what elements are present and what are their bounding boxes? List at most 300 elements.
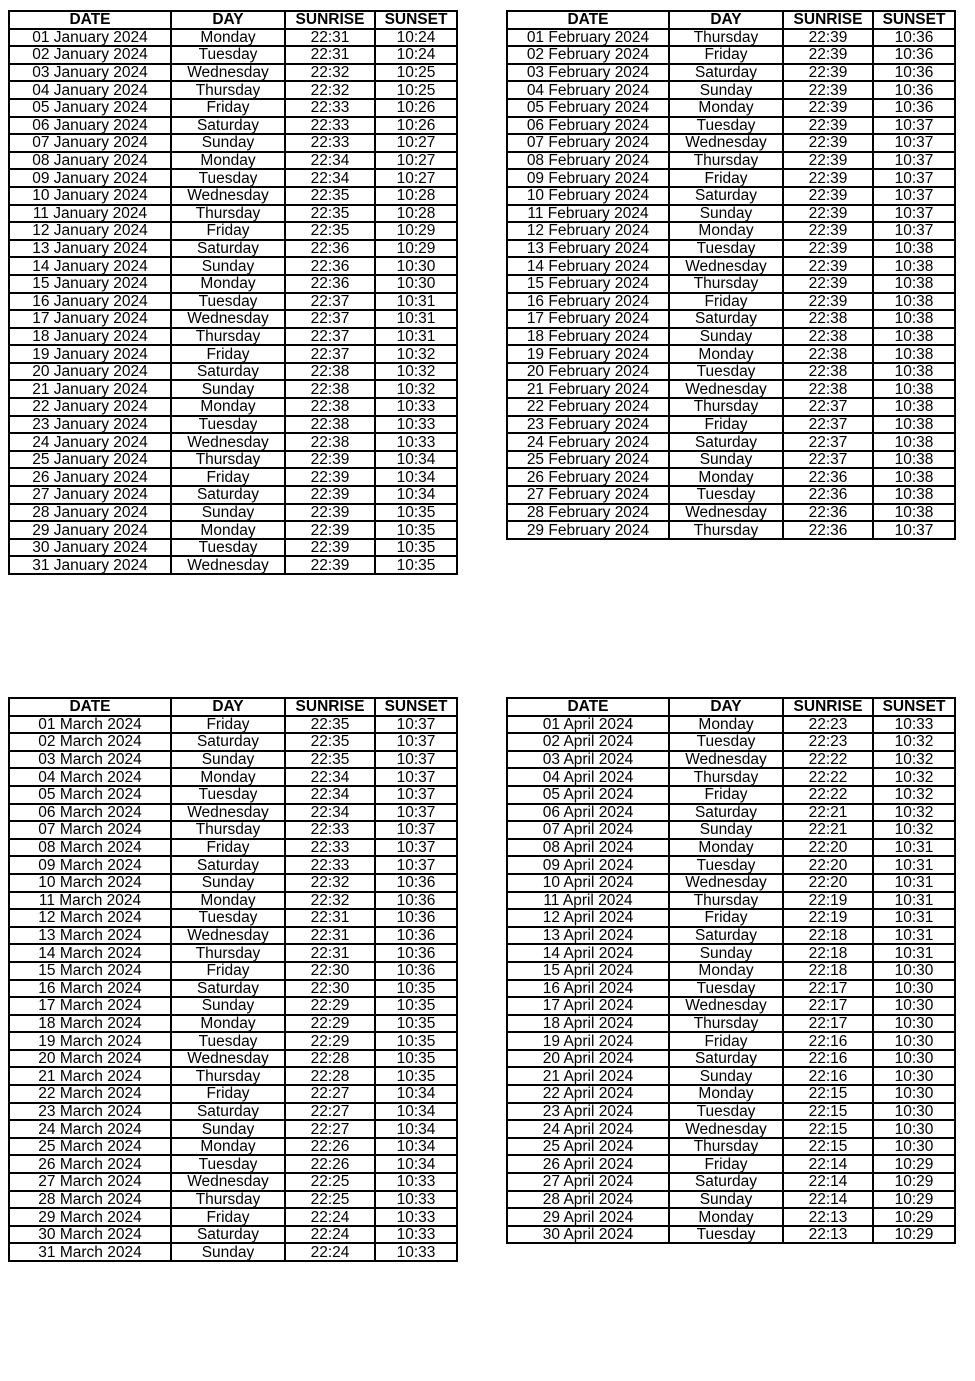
day-cell: Wednesday	[171, 804, 285, 822]
sunrise-cell: 22:17	[783, 997, 873, 1015]
table-row	[9, 81, 457, 99]
table-row	[507, 46, 955, 64]
date-cell: 14 April 2024	[507, 944, 669, 962]
day-cell: Tuesday	[669, 856, 783, 874]
table-row	[507, 416, 955, 434]
date-cell: 18 January 2024	[9, 328, 171, 346]
day-cell: Friday	[669, 1032, 783, 1050]
sunrise-cell: 22:22	[783, 751, 873, 769]
date-cell: 23 March 2024	[9, 1103, 171, 1121]
date-cell: 25 March 2024	[9, 1138, 171, 1156]
sunrise-cell: 22:29	[285, 1032, 375, 1050]
sunset-cell: 10:29	[873, 1155, 955, 1173]
sunset-cell: 10:29	[873, 1208, 955, 1226]
date-cell: 15 April 2024	[507, 962, 669, 980]
sunrise-cell: 22:39	[783, 46, 873, 64]
date-column-header: DATE	[507, 11, 669, 29]
date-cell: 26 January 2024	[9, 468, 171, 486]
table-row	[507, 451, 955, 469]
date-cell: 01 April 2024	[507, 716, 669, 734]
sunrise-cell: 22:37	[285, 310, 375, 328]
date-cell: 24 February 2024	[507, 433, 669, 451]
table-row	[507, 909, 955, 927]
sunset-cell: 10:38	[873, 310, 955, 328]
table-body	[507, 716, 955, 1244]
sunrise-cell: 22:24	[285, 1243, 375, 1261]
sunrise-cell: 22:39	[783, 257, 873, 275]
table-row	[507, 1015, 955, 1033]
sunset-cell: 10:38	[873, 345, 955, 363]
day-cell: Tuesday	[669, 117, 783, 135]
sunrise-cell: 22:31	[285, 909, 375, 927]
sunset-cell: 10:38	[873, 380, 955, 398]
sunset-cell: 10:33	[375, 398, 457, 416]
table-row	[9, 1085, 457, 1103]
table-row	[507, 716, 955, 734]
date-cell: 15 January 2024	[9, 275, 171, 293]
date-cell: 20 April 2024	[507, 1050, 669, 1068]
table-row	[507, 1226, 955, 1244]
date-cell: 29 March 2024	[9, 1208, 171, 1226]
day-cell: Saturday	[171, 117, 285, 135]
table-row	[507, 997, 955, 1015]
sunrise-cell: 22:26	[285, 1138, 375, 1156]
table-header-row	[9, 11, 457, 29]
date-cell: 18 February 2024	[507, 328, 669, 346]
sunrise-cell: 22:36	[285, 257, 375, 275]
date-cell: 28 February 2024	[507, 504, 669, 522]
sunset-cell: 10:38	[873, 257, 955, 275]
table-row	[9, 1243, 457, 1261]
day-cell: Saturday	[669, 1173, 783, 1191]
day-cell: Friday	[669, 786, 783, 804]
date-cell: 01 January 2024	[9, 29, 171, 47]
date-column-header: DATE	[9, 11, 171, 29]
sunrise-cell: 22:39	[783, 169, 873, 187]
table-row	[9, 240, 457, 258]
table-row	[507, 380, 955, 398]
day-cell: Wednesday	[171, 64, 285, 82]
date-cell: 02 April 2024	[507, 733, 669, 751]
sunset-cell: 10:27	[375, 152, 457, 170]
day-cell: Wednesday	[669, 997, 783, 1015]
date-cell: 26 February 2024	[507, 468, 669, 486]
day-cell: Saturday	[171, 733, 285, 751]
table-row	[9, 804, 457, 822]
sunset-cell: 10:36	[873, 64, 955, 82]
sunrise-cell: 22:28	[285, 1050, 375, 1068]
table-row	[9, 751, 457, 769]
table-row	[507, 944, 955, 962]
sunset-cell: 10:36	[375, 909, 457, 927]
date-cell: 16 March 2024	[9, 980, 171, 998]
date-cell: 09 March 2024	[9, 856, 171, 874]
sunrise-cell: 22:16	[783, 1032, 873, 1050]
table-row	[507, 1120, 955, 1138]
date-cell: 06 April 2024	[507, 804, 669, 822]
day-cell: Monday	[171, 892, 285, 910]
day-cell: Monday	[669, 1085, 783, 1103]
day-cell: Tuesday	[171, 786, 285, 804]
sunrise-cell: 22:39	[783, 205, 873, 223]
table-row	[9, 1015, 457, 1033]
table-row	[9, 345, 457, 363]
table-row	[9, 1050, 457, 1068]
date-cell: 02 March 2024	[9, 733, 171, 751]
table-row	[507, 927, 955, 945]
day-cell: Tuesday	[171, 416, 285, 434]
day-cell: Wednesday	[171, 927, 285, 945]
date-cell: 08 March 2024	[9, 839, 171, 857]
sunrise-cell: 22:21	[783, 821, 873, 839]
day-column-header: DAY	[669, 698, 783, 716]
table-row	[507, 169, 955, 187]
sunset-cell: 10:37	[873, 134, 955, 152]
table-row	[507, 804, 955, 822]
day-cell: Saturday	[669, 1050, 783, 1068]
sunset-cell: 10:33	[375, 1173, 457, 1191]
sunrise-cell: 22:38	[285, 398, 375, 416]
day-cell: Tuesday	[171, 293, 285, 311]
table-row	[9, 363, 457, 381]
date-cell: 21 April 2024	[507, 1067, 669, 1085]
sunrise-column-header: SUNRISE	[285, 698, 375, 716]
table-header-row	[9, 698, 457, 716]
day-cell: Monday	[171, 1015, 285, 1033]
day-cell: Sunday	[171, 134, 285, 152]
day-cell: Wednesday	[171, 187, 285, 205]
sunrise-cell: 22:39	[783, 240, 873, 258]
day-cell: Wednesday	[171, 310, 285, 328]
date-cell: 09 February 2024	[507, 169, 669, 187]
day-cell: Thursday	[669, 152, 783, 170]
sunrise-cell: 22:36	[783, 504, 873, 522]
table-row	[507, 504, 955, 522]
day-cell: Monday	[669, 468, 783, 486]
day-cell: Thursday	[171, 944, 285, 962]
sunset-cell: 10:38	[873, 328, 955, 346]
date-cell: 16 April 2024	[507, 980, 669, 998]
day-cell: Saturday	[171, 1226, 285, 1244]
sunrise-cell: 22:36	[285, 275, 375, 293]
table-body	[9, 716, 457, 1261]
sunrise-cell: 22:19	[783, 892, 873, 910]
sunrise-cell: 22:33	[285, 856, 375, 874]
sunset-cell: 10:33	[375, 433, 457, 451]
sunset-cell: 10:35	[375, 1050, 457, 1068]
sunrise-cell: 22:35	[285, 205, 375, 223]
day-cell: Wednesday	[669, 1120, 783, 1138]
table-row	[507, 468, 955, 486]
table-row	[9, 1226, 457, 1244]
date-cell: 23 February 2024	[507, 416, 669, 434]
date-cell: 19 February 2024	[507, 345, 669, 363]
sunset-cell: 10:35	[375, 504, 457, 522]
table-row	[507, 1085, 955, 1103]
sunset-cell: 10:38	[873, 363, 955, 381]
sunset-column-header: SUNSET	[375, 698, 457, 716]
day-cell: Thursday	[669, 521, 783, 539]
table-row	[9, 768, 457, 786]
sunrise-cell: 22:39	[783, 81, 873, 99]
date-cell: 03 January 2024	[9, 64, 171, 82]
date-cell: 15 February 2024	[507, 275, 669, 293]
table-row	[9, 1208, 457, 1226]
table-row	[507, 786, 955, 804]
sunset-cell: 10:35	[375, 997, 457, 1015]
table-row	[507, 152, 955, 170]
sunrise-cell: 22:18	[783, 927, 873, 945]
table-row	[507, 1155, 955, 1173]
day-cell: Tuesday	[171, 46, 285, 64]
date-cell: 17 January 2024	[9, 310, 171, 328]
sunset-cell: 10:29	[375, 240, 457, 258]
date-cell: 31 March 2024	[9, 1243, 171, 1261]
day-cell: Friday	[171, 345, 285, 363]
sunrise-cell: 22:20	[783, 839, 873, 857]
day-cell: Wednesday	[669, 134, 783, 152]
day-column-header: DAY	[171, 698, 285, 716]
sunset-cell: 10:36	[375, 874, 457, 892]
day-cell: Thursday	[171, 328, 285, 346]
sunset-cell: 10:37	[873, 205, 955, 223]
sunrise-cell: 22:37	[285, 293, 375, 311]
table-row	[9, 1032, 457, 1050]
sunset-cell: 10:37	[375, 804, 457, 822]
sunrise-cell: 22:31	[285, 29, 375, 47]
sunrise-cell: 22:36	[783, 521, 873, 539]
sunset-cell: 10:33	[375, 1191, 457, 1209]
sunrise-cell: 22:35	[285, 222, 375, 240]
sunrise-cell: 22:35	[285, 187, 375, 205]
sunset-cell: 10:34	[375, 486, 457, 504]
sunrise-cell: 22:39	[285, 504, 375, 522]
date-cell: 09 January 2024	[9, 169, 171, 187]
day-cell: Wednesday	[669, 257, 783, 275]
table-row	[507, 293, 955, 311]
day-cell: Thursday	[669, 1138, 783, 1156]
sunrise-cell: 22:15	[783, 1085, 873, 1103]
sunset-cell: 10:37	[375, 839, 457, 857]
sun-table-march	[8, 697, 458, 1262]
sunrise-cell: 22:35	[285, 733, 375, 751]
date-cell: 04 April 2024	[507, 768, 669, 786]
sunrise-cell: 22:31	[285, 927, 375, 945]
day-cell: Tuesday	[669, 1226, 783, 1244]
sunrise-cell: 22:13	[783, 1226, 873, 1244]
sunset-cell: 10:36	[375, 944, 457, 962]
day-cell: Saturday	[669, 187, 783, 205]
day-cell: Thursday	[171, 205, 285, 223]
day-cell: Thursday	[669, 1015, 783, 1033]
sunset-cell: 10:24	[375, 46, 457, 64]
sunset-cell: 10:28	[375, 187, 457, 205]
date-cell: 20 March 2024	[9, 1050, 171, 1068]
date-cell: 05 April 2024	[507, 786, 669, 804]
date-cell: 08 February 2024	[507, 152, 669, 170]
sunset-cell: 10:30	[873, 1138, 955, 1156]
sunset-cell: 10:37	[873, 187, 955, 205]
sunrise-cell: 22:33	[285, 839, 375, 857]
day-cell: Thursday	[171, 1067, 285, 1085]
table-row	[507, 874, 955, 892]
day-cell: Tuesday	[669, 240, 783, 258]
date-cell: 07 April 2024	[507, 821, 669, 839]
table-row	[507, 1208, 955, 1226]
date-cell: 19 March 2024	[9, 1032, 171, 1050]
day-cell: Thursday	[669, 29, 783, 47]
day-cell: Monday	[171, 768, 285, 786]
sunset-cell: 10:35	[375, 1032, 457, 1050]
table-row	[507, 345, 955, 363]
sunset-cell: 10:31	[873, 839, 955, 857]
date-cell: 07 January 2024	[9, 134, 171, 152]
sunrise-cell: 22:39	[285, 539, 375, 557]
sunrise-cell: 22:39	[285, 468, 375, 486]
sunrise-cell: 22:37	[783, 451, 873, 469]
table-row	[9, 874, 457, 892]
date-cell: 12 April 2024	[507, 909, 669, 927]
sunrise-cell: 22:33	[285, 134, 375, 152]
sunset-cell: 10:32	[375, 345, 457, 363]
sunset-cell: 10:38	[873, 240, 955, 258]
date-cell: 14 March 2024	[9, 944, 171, 962]
sunrise-cell: 22:37	[285, 345, 375, 363]
day-cell: Friday	[669, 46, 783, 64]
sunrise-cell: 22:20	[783, 874, 873, 892]
sunrise-cell: 22:33	[285, 821, 375, 839]
table-row	[9, 328, 457, 346]
sunset-cell: 10:32	[873, 733, 955, 751]
date-cell: 22 February 2024	[507, 398, 669, 416]
day-cell: Sunday	[171, 504, 285, 522]
sunrise-cell: 22:39	[783, 275, 873, 293]
date-cell: 05 February 2024	[507, 99, 669, 117]
table-row	[9, 257, 457, 275]
table-row	[9, 46, 457, 64]
date-cell: 28 January 2024	[9, 504, 171, 522]
table-row	[507, 275, 955, 293]
day-cell: Sunday	[171, 874, 285, 892]
sunset-cell: 10:38	[873, 486, 955, 504]
table-row	[507, 398, 955, 416]
sunset-cell: 10:31	[375, 310, 457, 328]
day-cell: Sunday	[669, 1191, 783, 1209]
sunrise-cell: 22:30	[285, 962, 375, 980]
day-cell: Sunday	[669, 205, 783, 223]
sunrise-cell: 22:38	[285, 363, 375, 381]
sunset-cell: 10:30	[375, 257, 457, 275]
table-row	[507, 839, 955, 857]
table-row	[9, 169, 457, 187]
sunrise-cell: 22:39	[783, 187, 873, 205]
sunset-cell: 10:28	[375, 205, 457, 223]
date-cell: 16 February 2024	[507, 293, 669, 311]
table-row	[9, 892, 457, 910]
table-row	[507, 240, 955, 258]
table-row	[9, 1138, 457, 1156]
sunset-cell: 10:35	[375, 521, 457, 539]
sunset-cell: 10:29	[873, 1173, 955, 1191]
table-row	[507, 768, 955, 786]
sunrise-column-header: SUNRISE	[285, 11, 375, 29]
sunrise-cell: 22:15	[783, 1120, 873, 1138]
date-cell: 29 January 2024	[9, 521, 171, 539]
sunset-cell: 10:31	[873, 944, 955, 962]
date-cell: 20 January 2024	[9, 363, 171, 381]
sunset-cell: 10:36	[375, 892, 457, 910]
table-row	[9, 980, 457, 998]
sunrise-cell: 22:36	[783, 486, 873, 504]
date-cell: 18 April 2024	[507, 1015, 669, 1033]
date-cell: 10 April 2024	[507, 874, 669, 892]
sunset-cell: 10:37	[873, 222, 955, 240]
day-cell: Thursday	[669, 768, 783, 786]
date-cell: 29 April 2024	[507, 1208, 669, 1226]
table-row	[507, 81, 955, 99]
sunrise-cell: 22:24	[285, 1208, 375, 1226]
date-cell: 11 January 2024	[9, 205, 171, 223]
table-row	[507, 222, 955, 240]
sunrise-cell: 22:38	[285, 433, 375, 451]
date-cell: 27 February 2024	[507, 486, 669, 504]
sunrise-cell: 22:32	[285, 64, 375, 82]
sunrise-cell: 22:14	[783, 1173, 873, 1191]
day-cell: Monday	[669, 1208, 783, 1226]
day-cell: Tuesday	[171, 169, 285, 187]
table-row	[9, 205, 457, 223]
day-cell: Friday	[171, 839, 285, 857]
date-cell: 27 April 2024	[507, 1173, 669, 1191]
table-row	[9, 997, 457, 1015]
table-row	[9, 310, 457, 328]
date-cell: 23 January 2024	[9, 416, 171, 434]
table-row	[9, 29, 457, 47]
date-cell: 04 January 2024	[9, 81, 171, 99]
sunset-cell: 10:36	[873, 99, 955, 117]
sunset-cell: 10:34	[375, 1085, 457, 1103]
day-cell: Thursday	[669, 275, 783, 293]
sunrise-cell: 22:38	[285, 416, 375, 434]
sunset-cell: 10:34	[375, 1155, 457, 1173]
date-cell: 23 April 2024	[507, 1103, 669, 1121]
sunset-cell: 10:37	[375, 716, 457, 734]
sunset-cell: 10:35	[375, 539, 457, 557]
day-cell: Monday	[171, 398, 285, 416]
table-row	[9, 486, 457, 504]
date-column-header: DATE	[507, 698, 669, 716]
date-cell: 21 March 2024	[9, 1067, 171, 1085]
day-cell: Friday	[669, 909, 783, 927]
day-cell: Sunday	[669, 451, 783, 469]
sunset-cell: 10:30	[873, 1120, 955, 1138]
day-cell: Thursday	[171, 821, 285, 839]
day-cell: Sunday	[171, 997, 285, 1015]
table-row	[9, 433, 457, 451]
sunset-cell: 10:37	[873, 521, 955, 539]
table-row	[507, 733, 955, 751]
day-cell: Friday	[669, 169, 783, 187]
sunrise-cell: 22:22	[783, 786, 873, 804]
day-cell: Friday	[171, 468, 285, 486]
sunset-cell: 10:36	[873, 29, 955, 47]
date-cell: 27 January 2024	[9, 486, 171, 504]
sunset-cell: 10:33	[873, 716, 955, 734]
date-cell: 15 March 2024	[9, 962, 171, 980]
day-cell: Tuesday	[669, 980, 783, 998]
table-row	[9, 786, 457, 804]
table-row	[507, 892, 955, 910]
